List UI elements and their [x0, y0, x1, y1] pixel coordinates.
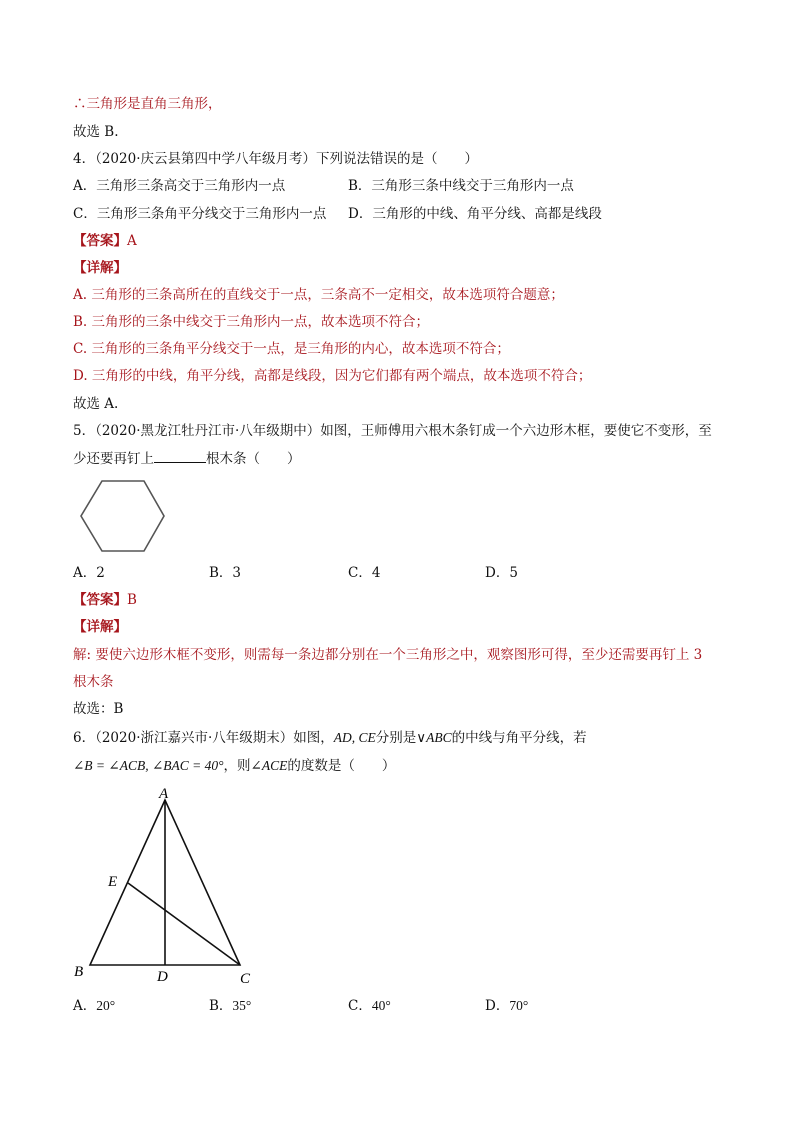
q5-stem-part1: 少还要再钉上 [73, 451, 154, 467]
q6-stem-part2: 分别是 [375, 730, 417, 746]
q6-option-b [209, 996, 251, 1016]
q5-detail-label: 【详解】 [73, 619, 127, 635]
q6-option-b-label: B． [209, 998, 233, 1014]
q6-stem-part1: 6．（2020·浙江嘉兴市·八年级期末）如图， [73, 730, 334, 746]
q4-option-c: C．三角形三条角平分线交于三角形内一点 [73, 206, 327, 222]
q6-stem-math-segments: AD, CE [333, 730, 376, 745]
q5-option-a: A．2 [73, 565, 105, 581]
q4-answer [73, 231, 137, 251]
q6-option-a-label: A． [73, 998, 97, 1014]
q5-answer-label: 【答案】 [73, 592, 127, 608]
q5-stem-line2 [73, 448, 301, 469]
q4-answer-value: A [127, 233, 137, 249]
q6-option-d [485, 996, 528, 1016]
q5-explain-line2: 根木条 [73, 674, 114, 690]
q6-stem-part4: ，则 [223, 758, 251, 774]
q5-stem-line1: 5．（2020·黑龙江牡丹江市·八年级期中）如图，王师傅用六根木条钉成一个六边形木框，要使它不变形，至 [73, 423, 712, 439]
q6-stem-line2 [73, 756, 395, 776]
q4-answer-label: 【答案】 [73, 233, 127, 249]
q6-stem-math-angle: ∠ACE [250, 758, 288, 773]
q4-explain-d: D. 三角形的中线，角平分线，高都是线段，因为它们都有两个端点，故本选项不符合； [73, 368, 592, 384]
hexagon-shape [81, 481, 164, 551]
q6-option-c-label: C． [348, 998, 372, 1014]
q5-explain-line1: 解: 要使六边形木框不变形，则需每一条边都分别在一个三角形之中，观察图形可得，至少还需要再钉上 3 [73, 647, 703, 663]
q4-option-d: D．三角形的中线、角平分线、高都是线段 [348, 206, 602, 222]
q5-stem-part2: 根木条（ ） [206, 451, 301, 467]
q4-explain-c: C. 三角形的三条角平分线交于一点，是三角形的内心，故本选项不符合； [73, 341, 510, 357]
q6-option-a [73, 996, 115, 1016]
label-e: E [108, 874, 118, 890]
q6-option-a-value: 20° [96, 998, 116, 1013]
q6-option-c-value: 40° [371, 998, 391, 1013]
q5-answer-value: B [127, 592, 137, 608]
q5-option-d: D．5 [485, 565, 518, 581]
q6-option-c [348, 996, 391, 1016]
q6-option-d-value: 70° [509, 998, 529, 1013]
q3-conclusion: ∴三角形是直角三角形， [73, 96, 222, 112]
q4-detail-label: 【详解】 [73, 260, 127, 276]
q5-option-b: B．3 [209, 565, 242, 581]
label-d: D [157, 969, 168, 985]
q4-option-a: A．三角形三条高交于三角形内一点 [73, 178, 286, 194]
label-b: B [74, 964, 84, 980]
label-c: C [240, 971, 251, 987]
label-a: A [159, 786, 169, 802]
q4-explain-a: A. 三角形的三条高所在的直线交于一点，三条高不一定相交，故本选项符合题意； [73, 287, 564, 303]
triangle-figure [70, 782, 270, 990]
q6-option-d-label: D． [485, 998, 510, 1014]
q4-stem: 4．（2020·庆云县第四中学八年级月考）下列说法错误的是（ ） [73, 151, 478, 167]
q5-answer [73, 590, 137, 610]
q6-stem-part5: 的度数是（ ） [287, 758, 396, 774]
q5-choice: 故选：B [73, 701, 124, 717]
q6-stem-part3: 的中线与角平分线，若 [451, 730, 587, 746]
q6-stem-math-triangle: ∨ABC [416, 730, 452, 745]
q3-choice: 故选 B. [73, 124, 119, 140]
q5-answer-blank [154, 448, 206, 463]
q6-option-b-value: 35° [232, 998, 252, 1013]
q4-choice: 故选 A. [73, 396, 119, 412]
q4-option-b: B．三角形三条中线交于三角形内一点 [348, 178, 574, 194]
q4-explain-b: B. 三角形的三条中线交于三角形内一点，故本选项不符合； [73, 314, 430, 330]
q6-stem-line1 [73, 728, 587, 748]
q6-stem-math-condition: ∠B = ∠ACB, ∠BAC = 40° [73, 758, 224, 773]
hexagon-figure [78, 478, 168, 554]
bisector-ce [128, 883, 240, 965]
q5-option-c: C．4 [348, 565, 381, 581]
